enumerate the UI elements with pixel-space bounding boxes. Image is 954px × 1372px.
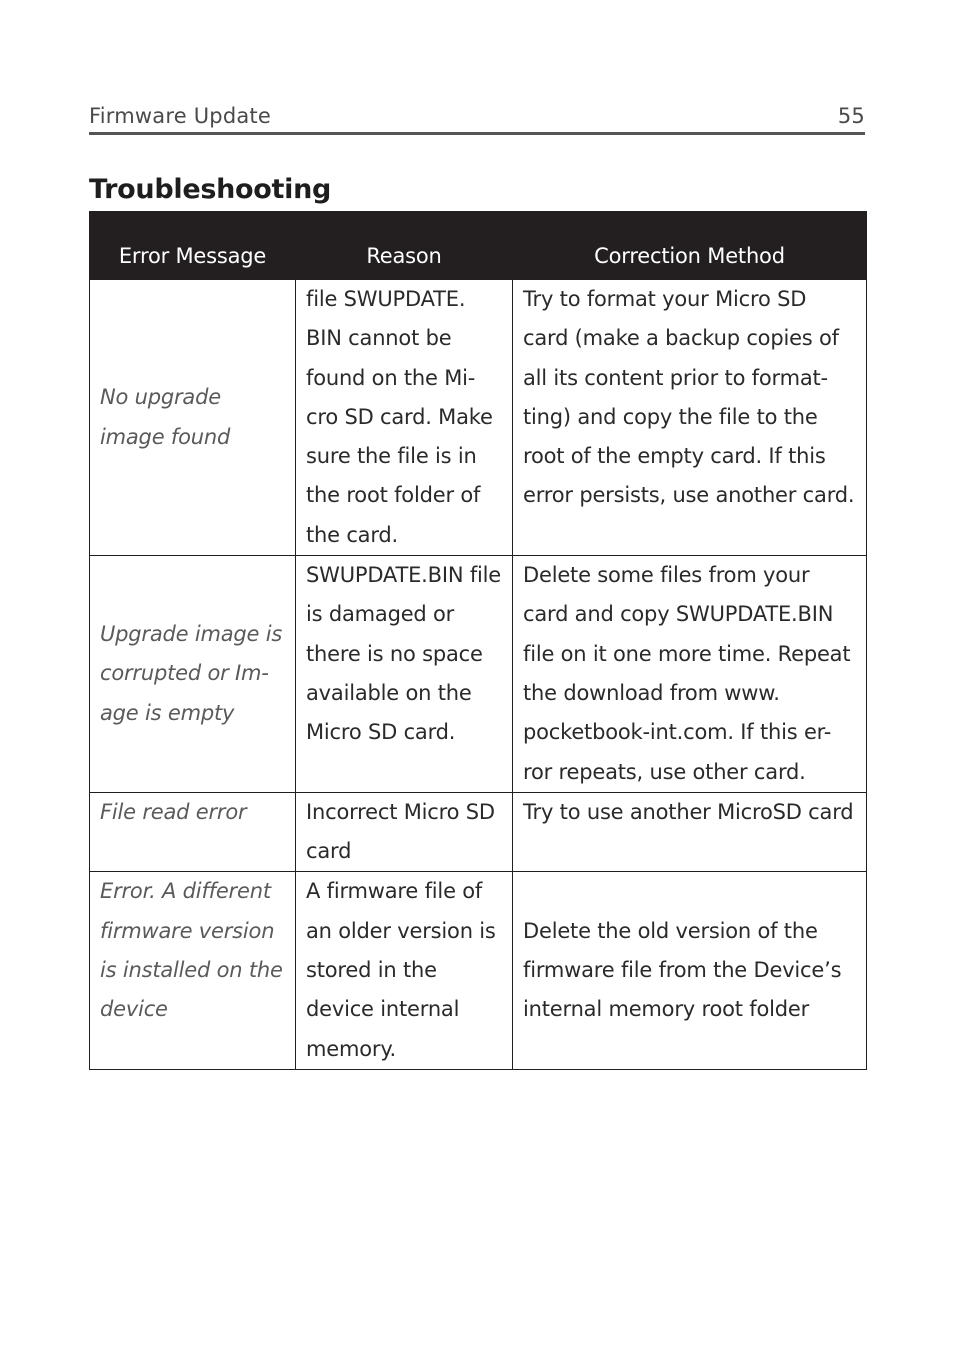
reason-cell: Incorrect Micro SD card [296, 792, 513, 872]
error-message-cell: Upgrade image is corrupted or Im- age is empty [90, 556, 296, 793]
troubleshooting-table [89, 211, 867, 1070]
table-row [90, 280, 867, 556]
table-row [90, 872, 867, 1069]
reason-cell: file SWUPDATE. BIN cannot be found on the Mi- cro SD card. Make sure the file is in the root folder of the card. [296, 280, 513, 556]
section-title: Troubleshooting [89, 174, 332, 205]
correction-cell: Try to use another MicroSD card [513, 792, 867, 872]
error-message-cell: File read error [90, 792, 296, 872]
running-header [89, 104, 865, 135]
correction-cell: Delete some files from your card and copy SWUPDATE.BIN file on it one more time. Repeat the download from www. pocketbook-int.com. If this er- ror repeats, use other card. [513, 556, 867, 793]
page-number: 55 [837, 104, 865, 128]
error-message-cell: Error. A different firmware version is installed on the device [90, 872, 296, 1069]
column-header-error-message: Error Message [90, 212, 296, 280]
column-header-reason: Reason [296, 212, 513, 280]
table-row [90, 556, 867, 793]
reason-cell: A firmware file of an older version is stored in the device internal memory. [296, 872, 513, 1069]
correction-cell: Try to format your Micro SD card (make a backup copies of all its content prior to format- ting) and copy the file to the root of the empty card. If this error persists, use another card. [513, 280, 867, 556]
table-header-row [90, 212, 867, 280]
error-message-cell: No upgrade image found [90, 280, 296, 556]
correction-cell: Delete the old version of the firmware file from the Device’s internal memory root folder [513, 872, 867, 1069]
table-row [90, 792, 867, 872]
column-header-correction-method: Correction Method [513, 212, 867, 280]
reason-cell: SWUPDATE.BIN file is damaged or there is no space available on the Micro SD card. [296, 556, 513, 793]
header-section-title: Firmware Update [89, 104, 271, 128]
